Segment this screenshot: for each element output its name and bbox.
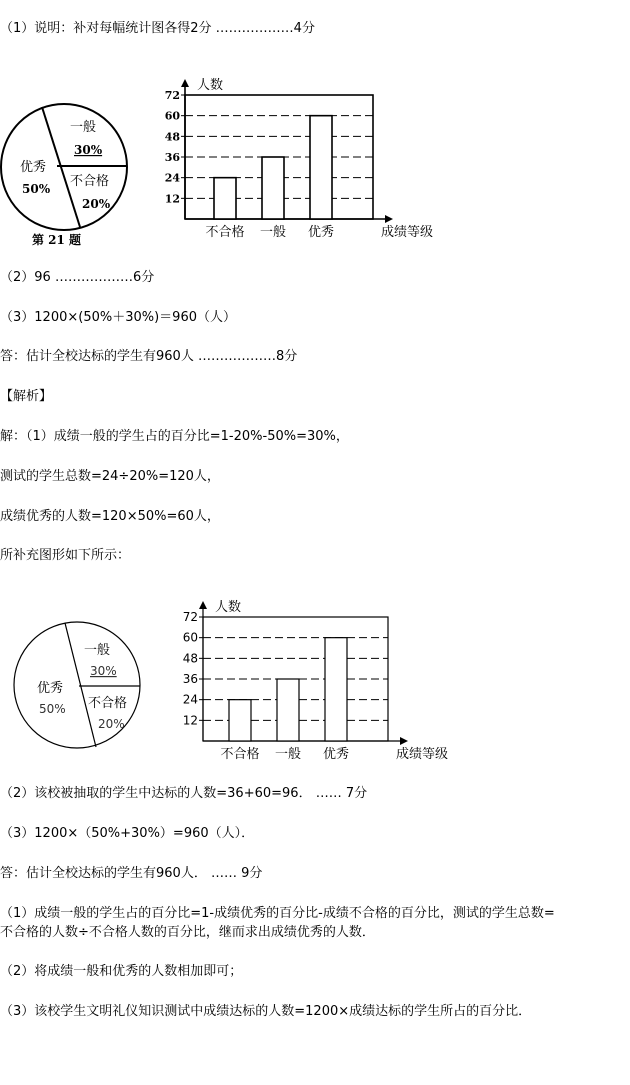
chart2-xlabel: 成绩等级 — [396, 747, 449, 762]
pie2-pct-normal: 30% — [90, 664, 117, 678]
pie1-pct-fail: 20% — [82, 197, 111, 211]
chart2-ytick-label: 36 — [182, 672, 198, 686]
pie1-label-fail: 不合格 — [70, 174, 110, 189]
chart1-x-arrow — [385, 215, 393, 223]
analysis-line-5: （2）该校被抽取的学生中达标的人数=36+60=96． …… 7分 — [0, 786, 368, 801]
pie2-pct-excellent: 50% — [39, 702, 66, 716]
answer-line-1: （1）说明：补对每幅统计图各得2分 ………………4分 — [0, 21, 315, 36]
analysis-note-3: （3）该校学生文明礼仪知识测试中成绩达标的人数=1200×成绩达标的学生所占的百分比． — [0, 1004, 532, 1019]
chart2-y-arrow — [199, 601, 207, 609]
chart1-xtick-label: 一般 — [259, 225, 287, 240]
pie2-label-normal: 一般 — [84, 643, 111, 658]
pie1-label-excellent: 优秀 — [20, 160, 47, 175]
figure1-caption: 第 21 题 — [32, 233, 82, 247]
chart2-ytick-label: 12 — [182, 713, 198, 728]
chart1-ytick-label: 36 — [164, 151, 180, 164]
chart1-bar-2 — [310, 116, 332, 219]
chart1-xtick-label: 不合格 — [205, 225, 245, 240]
answer-line-2: （2）96 ………………6分 — [0, 270, 155, 285]
figure1-bar-chart — [155, 62, 434, 240]
chart2-ylabel: 人数 — [215, 600, 242, 615]
figure1-pie — [0, 90, 140, 250]
chart1-bar-1 — [262, 157, 284, 219]
chart1-ytick-label: 24 — [164, 171, 180, 185]
chart1-xtick-label: 优秀 — [307, 225, 335, 240]
chart2-x-arrow — [400, 737, 408, 745]
figure2-bar-chart — [170, 582, 449, 762]
pie1-pct-excellent: 50% — [22, 182, 51, 196]
chart1-ytick-label: 60 — [164, 109, 180, 123]
pie2-label-excellent: 优秀 — [37, 681, 64, 696]
analysis-note-2: （2）将成绩一般和优秀的人数相加即可； — [0, 964, 243, 979]
chart1-bar-0 — [214, 178, 236, 219]
chart1-ytick-label: 48 — [164, 130, 180, 144]
chart2-ytick-label: 48 — [182, 651, 198, 666]
chart2-bar-1 — [277, 679, 299, 741]
chart1-ylabel: 人数 — [197, 78, 224, 93]
chart1-xlabel: 成绩等级 — [381, 225, 434, 240]
figure2-pie — [10, 618, 150, 758]
chart2-xtick-label: 一般 — [274, 747, 302, 762]
chart2-bar-0 — [229, 700, 251, 741]
analysis-note-1b: 不合格的人数÷不合格人数的百分比，继而求出成绩优秀的人数． — [0, 925, 375, 940]
pie2-pct-fail: 20% — [98, 717, 125, 731]
chart1-ytick-label: 12 — [164, 192, 180, 206]
chart1-y-arrow — [181, 79, 189, 87]
analysis-line-2: 测试的学生总数=24÷20%=120人， — [0, 469, 220, 484]
analysis-line-3: 成绩优秀的人数=120×50%=60人， — [0, 509, 220, 524]
chart2-ytick-label: 60 — [182, 630, 198, 645]
pie2-label-fail: 不合格 — [88, 696, 128, 711]
answer-line-3: （3）1200×(50%＋30%)＝960（人） — [0, 310, 236, 325]
analysis-note-1a: （1）成绩一般的学生占的百分比=1-成绩优秀的百分比-成绩不合格的百分比，测试的学生总数= — [0, 906, 555, 921]
pie1-pct-normal: 30% — [74, 143, 103, 157]
chart2-ytick-label: 24 — [182, 692, 198, 707]
chart2-ytick-label: 72 — [182, 610, 198, 624]
chart2-xtick-label: 优秀 — [322, 747, 350, 762]
analysis-line-1: 解：（1）成绩一般的学生占的百分比=1-20%-50%=30%， — [0, 429, 349, 444]
analysis-header: 【解析】 — [0, 389, 53, 404]
analysis-line-6: （3）1200×（50%+30%）=960（人）． — [0, 826, 255, 841]
pie1-label-normal: 一般 — [70, 120, 97, 135]
chart1-ytick-label: 72 — [164, 89, 180, 102]
answer-line-4: 答：估计全校达标的学生有960人 ………………8分 — [0, 349, 298, 364]
chart2-xtick-label: 不合格 — [220, 747, 260, 762]
analysis-line-7: 答：估计全校达标的学生有960人． …… 9分 — [0, 866, 263, 881]
analysis-line-4: 所补充图形如下所示： — [0, 548, 131, 563]
chart2-bar-2 — [325, 638, 347, 741]
